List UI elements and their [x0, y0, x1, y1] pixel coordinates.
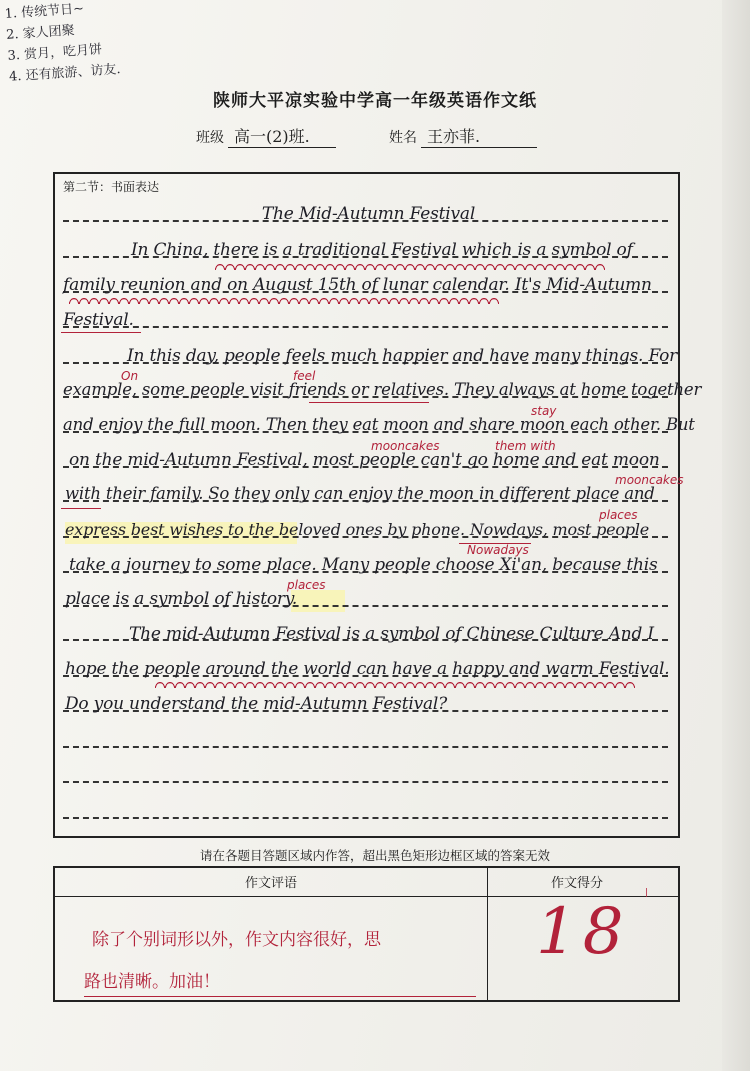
correction-mooncakes: mooncakes: [371, 439, 440, 453]
writing-line: [63, 781, 668, 783]
name-field: [389, 124, 537, 148]
writing-line: [63, 326, 668, 328]
red-wavy-underline: [69, 298, 499, 304]
essay-line: and enjoy the full moon. Then they eat moon and share moon each other. But: [63, 415, 695, 434]
answer-frame: [53, 172, 702, 838]
correction-them-with: them with: [495, 439, 556, 453]
margin-note: 3. 赏月，吃月饼: [7, 42, 103, 64]
class-value: 高一(2)班.: [228, 124, 336, 148]
red-underline: [61, 508, 101, 509]
essay-line: place is a symbol of history.: [65, 589, 298, 609]
page-fold-shadow: [722, 0, 750, 1071]
essay-line: In this day, people feels much happier and have many things. For: [127, 346, 678, 366]
margin-note: 1. 传统节日~: [4, 1, 85, 22]
margin-notes: [4, 0, 159, 88]
class-label: 班级: [196, 130, 224, 146]
correction-places: places: [599, 508, 638, 522]
correction-mooncakes: mooncakes: [615, 473, 684, 487]
margin-note: 2. 家人团聚: [5, 23, 76, 43]
red-underline: [61, 332, 141, 333]
essay-line: with their family. So they only can enjoy the moon in different place and: [65, 484, 655, 503]
teacher-comment-line: 路也清晰。加油！: [84, 972, 220, 992]
essay-line: Festival.: [63, 310, 134, 330]
score-tick-mark: |: [645, 888, 649, 898]
red-wavy-underline: [215, 264, 605, 270]
essay-line: The mid-Autumn Festival is a symbol of Chinese Culture And I: [129, 624, 654, 644]
correction-places: places: [287, 578, 326, 592]
name-label: 姓名: [389, 130, 417, 146]
red-wavy-underline: [155, 682, 635, 688]
name-value: 王亦菲.: [421, 124, 537, 148]
red-underline: [309, 402, 429, 403]
margin-note: 4. 还有旅游、访友.: [8, 62, 122, 85]
correction-on: On: [121, 369, 139, 383]
writing-line: [63, 817, 668, 819]
correction-nowadays: Nowadays: [467, 543, 529, 557]
comment-header: 作文评语: [245, 876, 298, 891]
highlight: [291, 590, 345, 612]
essay-line: In China, there is a traditional Festival which is a symbol of: [131, 240, 633, 260]
sheet-title: 陕师大平凉实验中学高一年级英语作文纸: [213, 91, 537, 111]
score-header: 作文得分: [551, 876, 604, 891]
correction-stay: stay: [531, 404, 557, 418]
comment-underline: [84, 996, 476, 997]
class-field: [196, 124, 336, 148]
correction-feel: feel: [293, 369, 316, 383]
essay-line: on the mid-Autumn Festival, most people can't go home and eat moon: [69, 450, 660, 470]
essay-line: Do you understand the mid-Autumn Festival?: [65, 694, 448, 714]
essay-line: hope the people around the world can have a happy and warm Festival.: [65, 659, 670, 679]
essay-line: example, some people visit friends or relatives. They always at home together: [63, 380, 702, 399]
essay-line: express best wishes to the beloved ones by phone. Nowdays, most people: [65, 520, 650, 539]
essay-score: 18: [536, 895, 630, 969]
writing-line: [63, 746, 668, 748]
essay-title: The Mid-Autumn Festival: [261, 204, 476, 224]
essay-line: family reunion and on August 15th of lunar calendar. It's Mid-Autumn: [63, 275, 652, 295]
column-divider: [487, 868, 488, 1000]
answer-area-notice: 请在各题目答题区域内作答，超出黑色矩形边框区域的答案无效: [199, 848, 550, 863]
teacher-comment-line: 除了个别词形以外，作文内容很好，思: [92, 930, 381, 950]
section-label: 第二节：书面表达: [63, 180, 160, 194]
essay-line: take a journey to some place. Many people choose Xi'an, because this: [69, 555, 658, 575]
